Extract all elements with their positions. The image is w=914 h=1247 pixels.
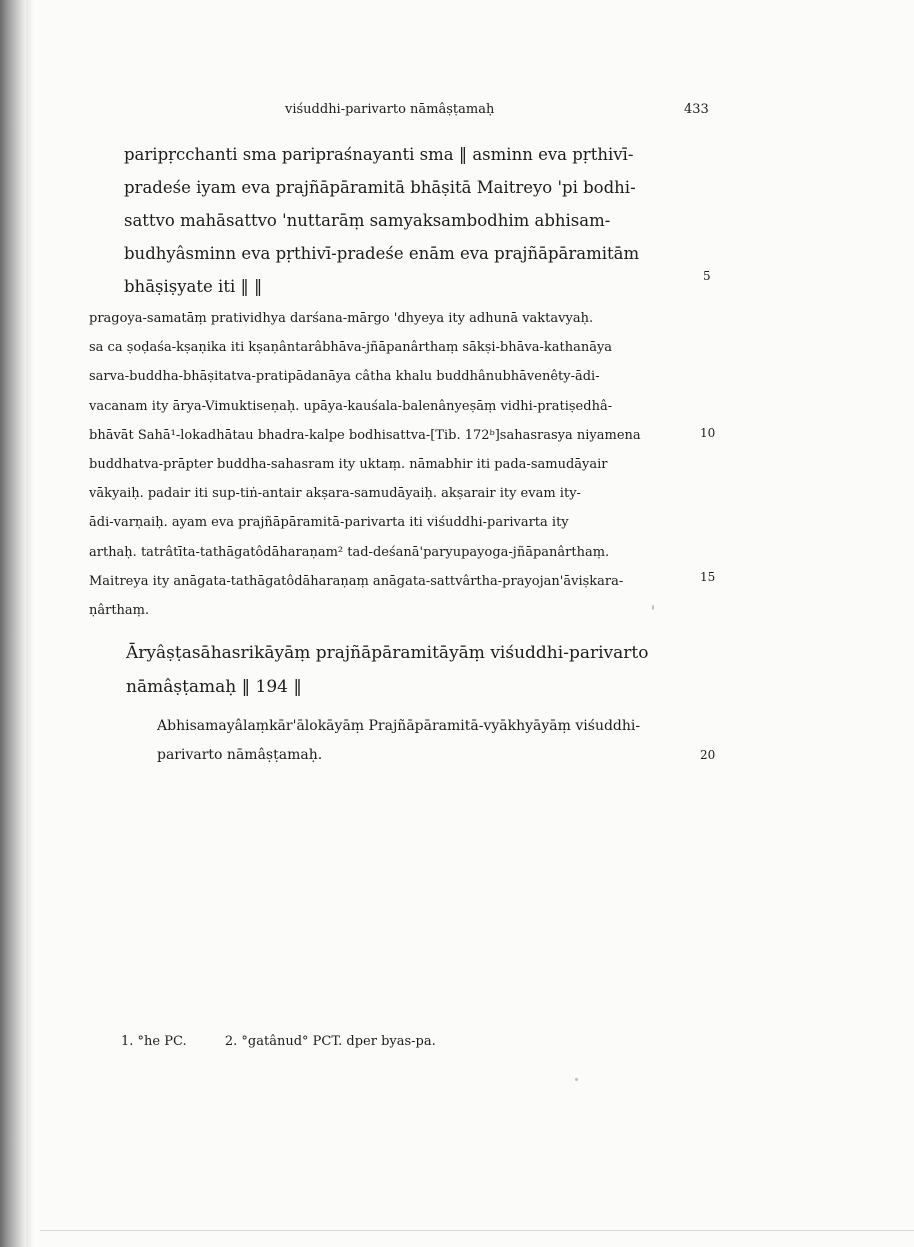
root-text-line: sattvo mahāsattvo 'nuttarāṃ samyaksambodhim abhisam- [124,211,611,230]
commentary-line: ādi-varṇaiḥ. ayam eva prajñāpāramitā-parivarta iti viśuddhi-parivarta ity [89,515,569,531]
page-number: 433 [684,102,709,117]
commentary-line: bhāvāt Sahā¹-lokadhātau bhadra-kalpe bodhisattva-[Tib. 172ᵇ]sahasrasya niyamena [89,427,641,443]
commentary-line: buddhatva-prāpter buddha-sahasram ity uktaṃ. nāmabhir iti pada-samudāyair [89,457,608,473]
root-text-line: budhyâsminn eva pṛthivī-pradeśe enām eva prajñāpāramitām [124,244,640,263]
colophon-root [126,636,648,704]
root-text-block [124,138,684,303]
commentary-line: Maitreya ity anāgata-tathāgatôdāharaṇaṃ anāgata-sattvârtha-prayojan'āviṣkara- [89,573,624,589]
colophon-line: Āryâṣṭasāhasrikāyāṃ prajñāpāramitāyāṃ viśuddhi-parivarto [126,643,649,663]
colophon-commentary [157,712,640,770]
line-number: 15 [700,570,716,584]
commentary-line: pragoya-samatāṃ pratividhya darśana-mārgo 'dhyeya ity adhunā vaktavyaḥ. [89,311,594,326]
book-spine-shadow [0,0,26,1247]
line-number: 20 [700,748,716,762]
page-bottom-edge [40,1230,914,1231]
commentary-block [89,304,684,625]
line-number: 5 [703,269,711,283]
footnote: 1. °he PC. [121,1034,187,1049]
root-text-line: bhāṣiṣyate iti ‖ ‖ [124,277,263,296]
commentary-line: vacanam ity ārya-Vimuktiseṇaḥ. upāya-kauśala-balenânyeṣāṃ vidhi-pratiṣedhâ- [89,398,613,414]
line-number: 10 [700,426,716,440]
paper-speck [575,1078,578,1081]
commentary-line: ṇârthaṃ. [89,603,150,619]
gutter-shadow [26,0,34,1247]
footnotes [121,1034,436,1049]
root-text-line: paripṛcchanti sma paripraśnayanti sma ‖ asminn eva pṛthivī- [124,145,634,164]
commentary-line: sa ca ṣoḍaśa-kṣaṇika iti kṣaṇântarâbhāva-jñāpanârthaṃ sākṣi-bhāva-kathanāya [89,340,613,356]
commentary-line: sarva-buddha-bhāṣitatva-pratipādanāya câtha khalu buddhânubhāvenêty-ādi- [89,369,600,385]
commentary-line: vākyaiḥ. padair iti sup-tiṅ-antair akṣara-samudāyaiḥ. akṣarair ity evam ity- [89,486,581,502]
colophon-commentary-line: parivarto nāmâṣṭamaḥ. [157,747,323,763]
paper-speck [652,605,654,610]
commentary-line: arthaḥ. tatrâtīta-tathāgatôdāharaṇam² tad-deśanā'paryupayoga-jñāpanârthaṃ. [89,544,610,560]
root-text-line: pradeśe iyam eva prajñāpāramitā bhāṣitā Maitreyo 'pi bodhi- [124,178,636,197]
colophon-commentary-line: Abhisamayâlaṃkār'ālokāyāṃ Prajñāpāramitā-vyākhyāyāṃ viśuddhi- [157,718,641,734]
running-header: viśuddhi-parivarto nāmâṣṭamaḥ [285,102,495,117]
colophon-line: nāmâṣṭamaḥ ‖ 194 ‖ [126,677,302,697]
footnote: 2. °gatânud° PCT. dper byas-pa. [224,1034,436,1049]
